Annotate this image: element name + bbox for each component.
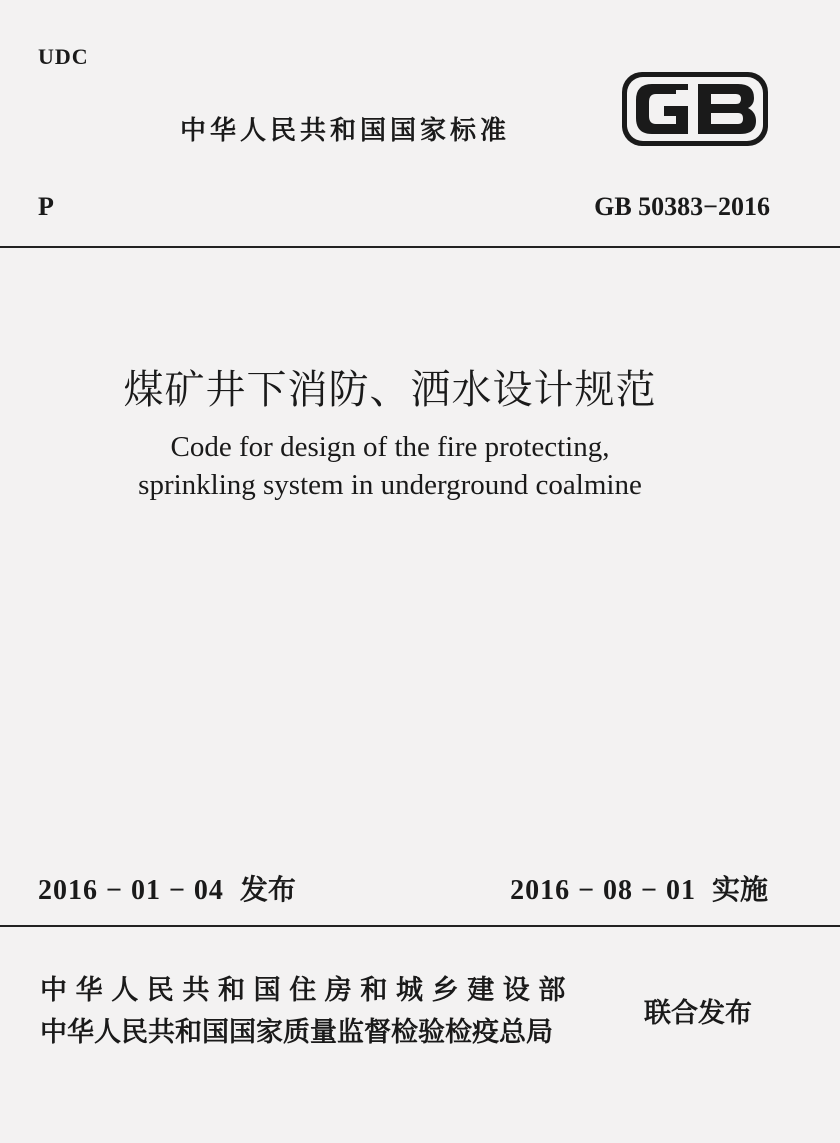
english-title-line-1: Code for design of the fire protecting, (170, 431, 610, 463)
implementation-date-block (510, 868, 768, 908)
standard-type-title: 中华人民共和国国家标准 (180, 116, 511, 146)
udc-label: UDC (38, 44, 89, 69)
issue-label: 发布 (239, 873, 296, 906)
document-title-english (0, 428, 840, 504)
document-title-chinese: 煤矿井下消防、洒水设计规范 (123, 367, 657, 413)
publisher-2: 中华人民共和国国家质量监督检验检疫总局 (40, 1017, 553, 1048)
publisher-1: 中华人民共和国住房和城乡建设部 (40, 975, 574, 1006)
category-label: P (38, 192, 54, 221)
issue-date-block (38, 868, 296, 908)
top-divider (0, 246, 840, 248)
english-title-line-2: sprinkling system in underground coalmine (138, 469, 642, 501)
standard-number: GB 50383−2016 (594, 192, 770, 221)
joint-publish-label: 联合发布 (644, 998, 752, 1029)
publishers (40, 970, 574, 1054)
implementation-label: 实施 (711, 873, 768, 906)
gb-logo (622, 72, 768, 146)
bottom-divider (0, 925, 840, 927)
implementation-date: 2016 − 08 − 01 (510, 875, 696, 906)
issue-date: 2016 − 01 − 04 (38, 875, 224, 906)
